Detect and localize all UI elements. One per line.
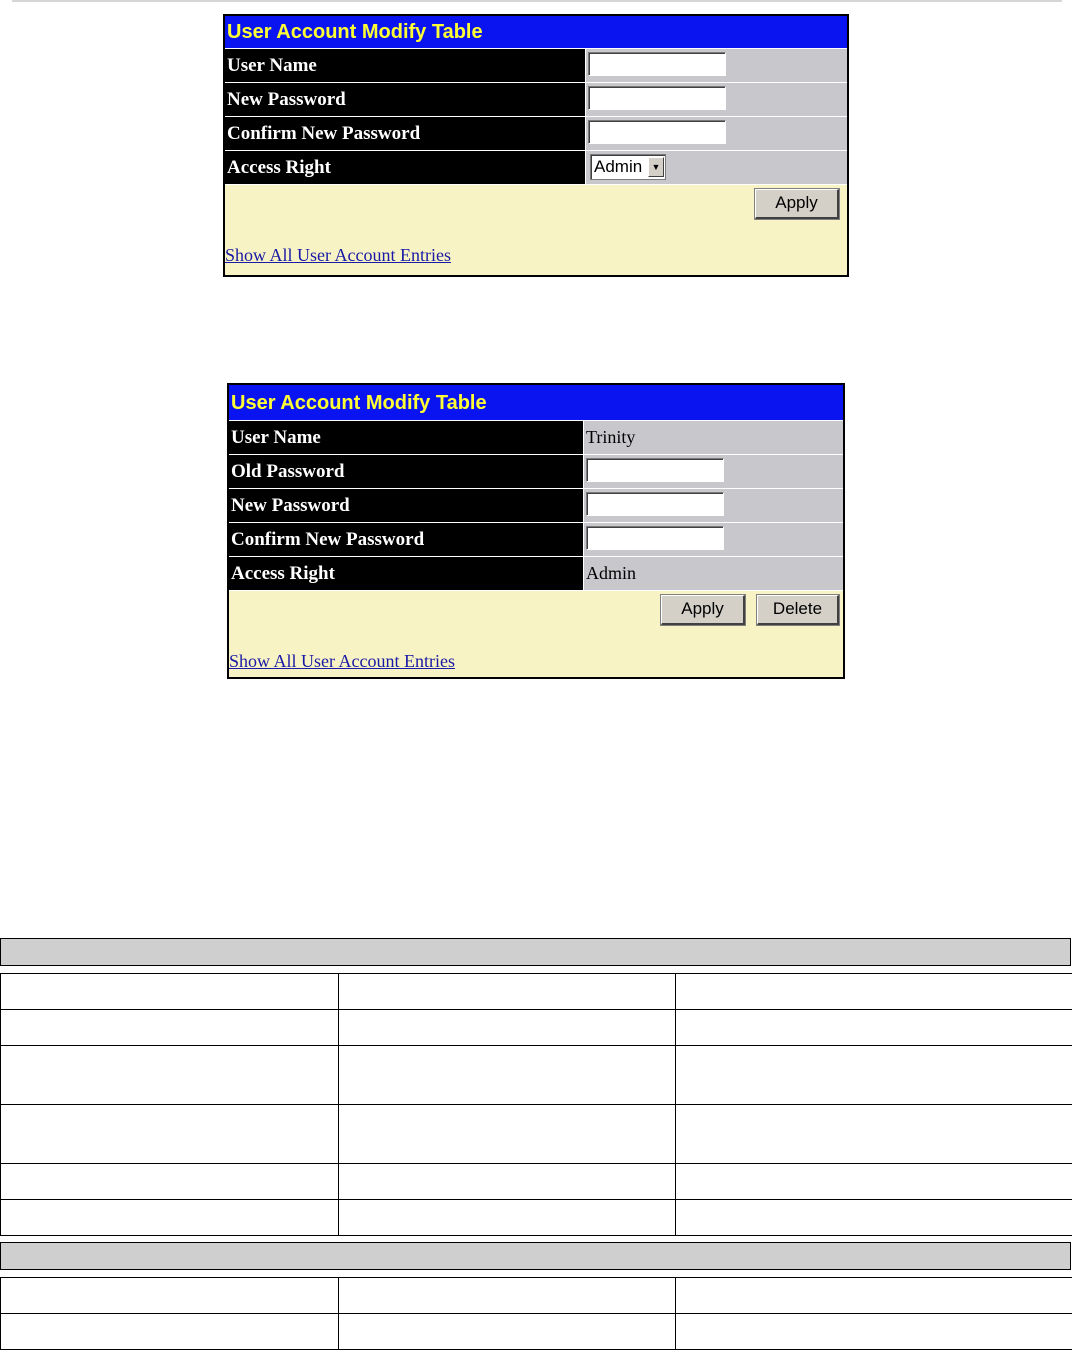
row-access-right xyxy=(229,557,843,591)
new-password-label: New Password xyxy=(229,489,584,522)
confirm-new-password-input[interactable] xyxy=(586,526,724,550)
table-row xyxy=(1,1105,1072,1164)
new-password-input[interactable] xyxy=(588,86,726,110)
access-right-cell xyxy=(586,151,847,184)
access-right-select[interactable] xyxy=(590,154,666,180)
table-row xyxy=(1,1164,1072,1200)
row-user-name xyxy=(229,421,843,455)
chevron-down-icon[interactable]: ▼ xyxy=(648,157,664,177)
show-all-user-account-entries-link[interactable]: Show All User Account Entries xyxy=(225,245,451,265)
new-password-cell xyxy=(586,83,847,116)
panel-title: User Account Modify Table xyxy=(229,385,843,421)
row-confirm-new-password xyxy=(225,117,847,151)
access-right-label: Access Right xyxy=(225,151,586,184)
row-new-password xyxy=(229,489,843,523)
user-name-input[interactable] xyxy=(588,52,726,76)
user-name-value: Trinity xyxy=(584,421,843,454)
access-right-value: Admin xyxy=(584,557,843,590)
row-old-password xyxy=(229,455,843,489)
row-confirm-new-password xyxy=(229,523,843,557)
table-row xyxy=(1,1278,1072,1314)
confirm-new-password-label: Confirm New Password xyxy=(229,523,584,556)
old-password-label: Old Password xyxy=(229,455,584,488)
confirm-new-password-input[interactable] xyxy=(588,120,726,144)
old-password-cell xyxy=(584,455,843,488)
access-right-label: Access Right xyxy=(229,557,584,590)
section-header-bar xyxy=(0,1242,1071,1270)
row-access-right xyxy=(225,151,847,185)
new-password-label: New Password xyxy=(225,83,586,116)
user-account-modify-panel-existing xyxy=(227,383,845,679)
panel-footer xyxy=(229,591,843,679)
apply-button[interactable]: Apply xyxy=(755,189,839,219)
delete-button[interactable]: Delete xyxy=(757,595,839,625)
parameter-table xyxy=(0,973,1072,1236)
confirm-new-password-cell xyxy=(586,117,847,150)
panel-footer xyxy=(225,185,847,273)
show-all-user-account-entries-link[interactable]: Show All User Account Entries xyxy=(229,651,455,671)
new-password-cell xyxy=(584,489,843,522)
top-rule xyxy=(12,0,1062,2)
user-account-modify-panel-new xyxy=(223,14,849,277)
confirm-new-password-label: Confirm New Password xyxy=(225,117,586,150)
user-name-label: User Name xyxy=(225,49,586,82)
access-right-selected-value: Admin xyxy=(594,157,643,176)
table-row xyxy=(1,1314,1072,1350)
apply-button[interactable]: Apply xyxy=(661,595,745,625)
table-row xyxy=(1,1046,1072,1105)
row-new-password xyxy=(225,83,847,117)
table-row xyxy=(1,974,1072,1010)
row-user-name xyxy=(225,49,847,83)
parameter-table xyxy=(0,1277,1072,1350)
section-header-bar xyxy=(0,938,1071,966)
new-password-input[interactable] xyxy=(586,492,724,516)
table-row xyxy=(1,1010,1072,1046)
old-password-input[interactable] xyxy=(586,458,724,482)
table-row xyxy=(1,1200,1072,1236)
panel-title: User Account Modify Table xyxy=(225,16,847,49)
user-name-cell xyxy=(586,49,847,82)
confirm-new-password-cell xyxy=(584,523,843,556)
user-name-label: User Name xyxy=(229,421,584,454)
